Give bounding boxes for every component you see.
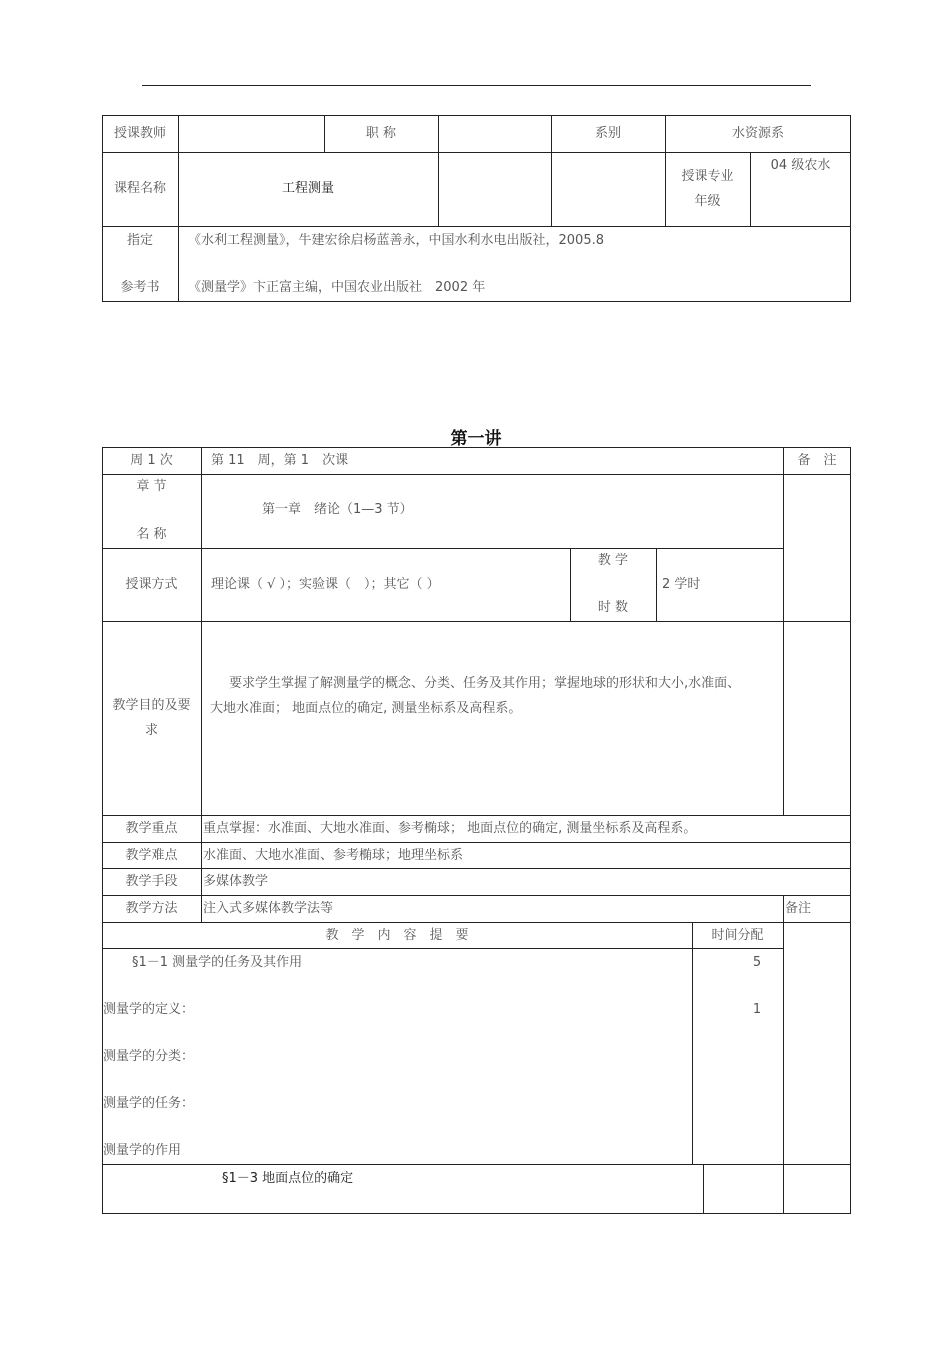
mode-value: 理论课（ √ ）；实验课（ ）；其它（ ）: [211, 577, 440, 592]
course-value: 工程测量: [281, 181, 334, 196]
teacher-label: 授课教师: [113, 126, 166, 141]
chapter-label-2: 名 称: [136, 527, 167, 542]
week-label: 周 1 次: [130, 453, 173, 468]
dept-label: 系别: [594, 126, 621, 141]
means-label: 教学手段: [125, 874, 178, 889]
time-header: 时间分配: [711, 928, 764, 943]
hours-label-2: 时 数: [597, 600, 629, 615]
chapter-label-1: 章 节: [136, 479, 167, 494]
key-points-value: 重点掌握：水准面、大地水准面、参考椭球； 地面点位的确定, 测量坐标系及高程系。: [203, 821, 697, 836]
top-rule: [142, 85, 811, 86]
ref-label-2: 参考书: [120, 280, 160, 295]
key-points-label: 教学重点: [125, 821, 178, 836]
major-label-2: 年级: [694, 194, 721, 209]
item-role: 测量学的作用: [103, 1143, 182, 1158]
section-3-heading: §1－3 地面点位的确定: [222, 1171, 354, 1186]
item-definition-time: 1: [752, 1002, 762, 1017]
week-value: 第 11 周，第 1 次课: [211, 453, 349, 468]
chapter-value: 第一章 绪论（1—3 节）: [262, 502, 413, 517]
method-label: 教学方法: [125, 901, 178, 916]
hours-value: 2 学时: [662, 577, 701, 592]
major-value: 04 级农水: [770, 158, 831, 173]
content-header: 教 学 内 容 提 要: [325, 928, 469, 943]
method-value: 注入式多媒体教学法等: [203, 901, 334, 916]
dept-value: 水资源系: [731, 126, 784, 141]
course-label: 课程名称: [113, 181, 166, 196]
title-label: 职 称: [365, 126, 397, 141]
mode-label: 授课方式: [125, 577, 178, 592]
goal-text-line-2: 大地水准面； 地面点位的确定, 测量坐标系及高程系。: [210, 701, 522, 716]
section-1-heading: §1－1 测量学的任务及其作用: [132, 955, 303, 970]
goal-text-line-1: 要求学生掌握了解测量学的概念、分类、任务及其作用；掌握地球的形状和大小,水准面、: [229, 676, 741, 691]
difficulties-label: 教学难点: [125, 848, 178, 863]
item-definition: 测量学的定义：: [103, 1002, 195, 1017]
reference-book-2: 《测量学》卞正富主编，中国农业出版社 2002 年: [188, 280, 486, 295]
reference-book-1: 《水利工程测量》，牛建宏徐启杨蓝善永，中国水利水电出版社，2005.8: [188, 233, 604, 248]
section-1-time: 5: [752, 955, 762, 970]
remark-label: 备 注: [797, 453, 837, 468]
method-remark-label: 备注: [785, 901, 812, 916]
major-label-1: 授课专业: [681, 169, 734, 184]
item-classification: 测量学的分类：: [103, 1049, 195, 1064]
ref-label-1: 指定: [126, 233, 153, 248]
means-value: 多媒体教学: [203, 874, 269, 889]
goal-label-1: 教学目的及要: [112, 698, 191, 713]
lecture-title: 第一讲: [450, 429, 502, 449]
item-tasks: 测量学的任务：: [103, 1096, 195, 1111]
difficulties-value: 水准面、大地水准面、参考椭球；地理坐标系: [203, 848, 464, 863]
goal-label-2: 求: [144, 723, 158, 738]
hours-label-1: 教 学: [597, 553, 629, 568]
